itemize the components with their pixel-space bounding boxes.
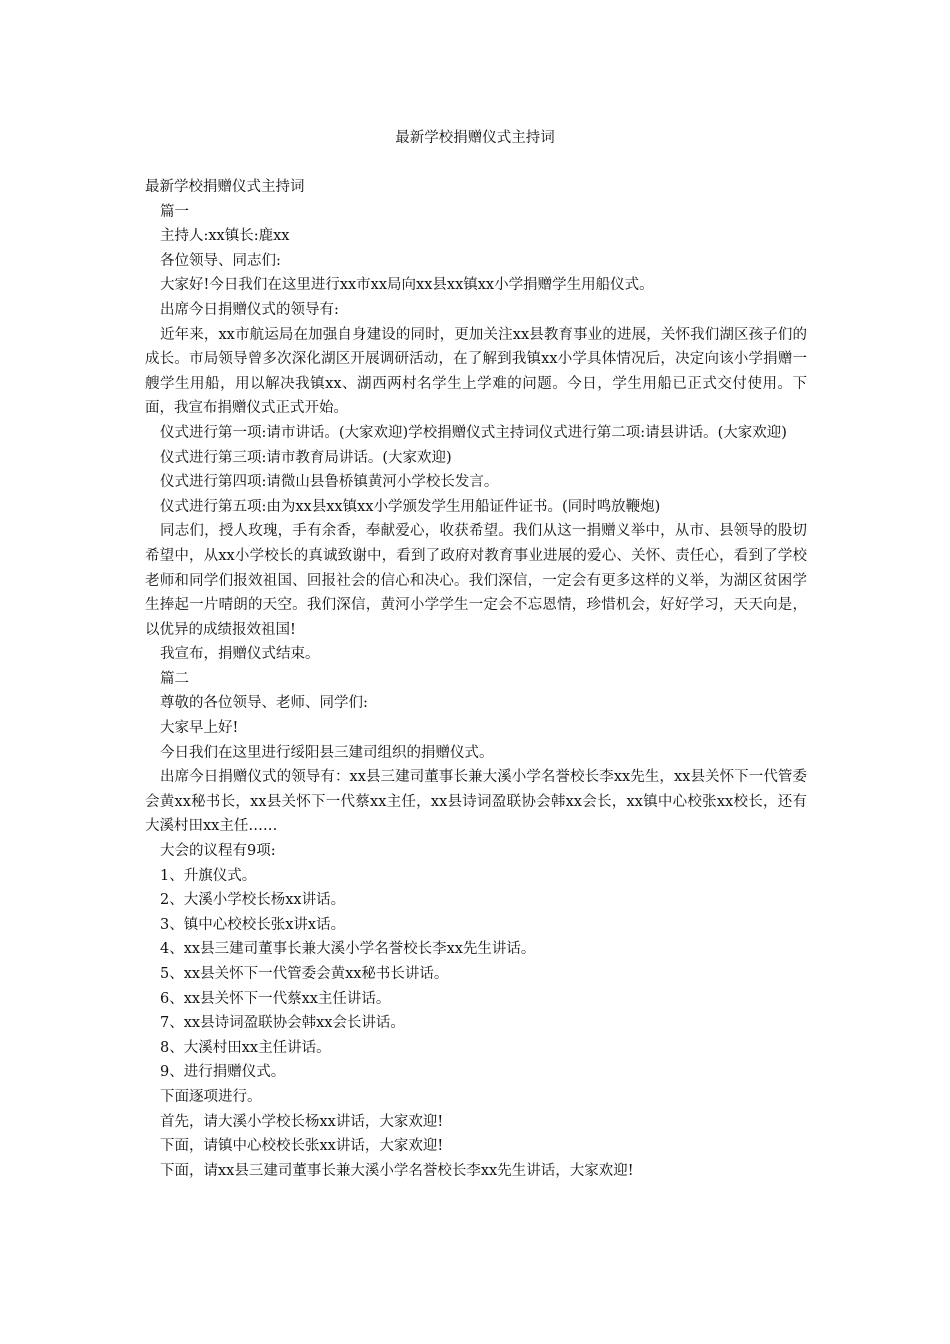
agenda-item: 1、升旗仪式。 — [160, 867, 257, 884]
agenda-item: 9、进行捐赠仪式。 — [160, 1064, 286, 1081]
paragraph: 大家早上好! — [160, 720, 239, 737]
paragraph: 大会的议程有9项: — [160, 843, 276, 860]
agenda-item: 7、xx县诗词盈联协会韩xx会长讲话。 — [160, 1015, 405, 1032]
section-label-2: 篇二 — [160, 670, 189, 687]
paragraph: 大家好!今日我们在这里进行xx市xx局向xx县xx镇xx小学捐赠学生用船仪式。 — [160, 277, 654, 294]
agenda-item: 4、xx县三建司董事长兼大溪小学名誉校长李xx先生讲话。 — [160, 941, 536, 958]
paragraph: 出席今日捐赠仪式的领导有: — [160, 301, 339, 318]
paragraph: 出席今日捐赠仪式的领导有：xx县三建司董事长兼大溪小学名誉校长李xx先生，xx县关怀下一代管委会黄xx秘书长，xx县关怀下一代蔡xx主任，xx县诗词盈联协会韩xx会长，xx镇中心校张xx校长，还有大溪村田xx主任…… — [145, 769, 807, 835]
paragraph: 仪式进行第三项:请市教育局讲话。(大家欢迎) — [160, 449, 452, 466]
paragraph: 仪式进行第一项:请市讲话。(大家欢迎)学校捐赠仪式主持词仪式进行第二项:请县讲话。(大家欢迎) — [160, 424, 787, 441]
agenda-item: 2、大溪小学校长杨xx讲话。 — [160, 892, 346, 909]
paragraph: 我宣布，捐赠仪式结束。 — [160, 646, 320, 663]
document-body — [145, 175, 807, 1183]
paragraph: 仪式进行第五项:由为xx县xx镇xx小学颁发学生用船证件证书。(同时鸣放鞭炮) — [160, 498, 661, 515]
paragraph: 下面，请xx县三建司董事长兼大溪小学名誉校长李xx先生讲话，大家欢迎! — [160, 1162, 634, 1179]
paragraph: 近年来，xx市航运局在加强自身建设的同时，更加关注xx县教育事业的进展，关怀我们湖区孩子们的成长。市局领导曾多次深化湖区开展调研活动，在了解到我镇xx小学具体情况后，决定向该小学捐赠一艘学生用船，用以解决我镇xx、湖西两村名学生上学难的问题。今日，学生用船已正式交付使用。下面，我宣布捐赠仪式正式开始。 — [145, 326, 807, 417]
paragraph: 各位领导、同志们: — [160, 252, 281, 269]
agenda-item: 6、xx县关怀下一代蔡xx主任讲话。 — [160, 990, 391, 1007]
agenda-item: 3、镇中心校校长张x讲x话。 — [160, 916, 346, 933]
document-title: 最新学校捐赠仪式主持词 — [395, 130, 555, 146]
section-label-1: 篇一 — [160, 203, 189, 220]
body-heading: 最新学校捐赠仪式主持词 — [145, 179, 305, 195]
agenda-item: 8、大溪村田xx主任讲话。 — [160, 1039, 331, 1056]
paragraph: 下面，请镇中心校校长张xx讲话，大家欢迎! — [160, 1138, 444, 1155]
agenda-item: 5、xx县关怀下一代管委会黄xx秘书长讲话。 — [160, 966, 449, 982]
paragraph: 仪式进行第四项:请微山县鲁桥镇黄河小学校长发言。 — [160, 474, 499, 491]
paragraph: 主持人:xx镇长:鹿xx — [160, 228, 290, 245]
paragraph: 首先，请大溪小学校长杨xx讲话，大家欢迎! — [160, 1113, 444, 1130]
paragraph: 尊敬的各位领导、老师、同学们: — [160, 695, 368, 712]
paragraph: 同志们，授人玫瑰，手有余香，奉献爱心，收获希望。我们从这一捐赠义举中，从市、县领导的股切希望中，从xx小学校长的真诚致谢中，看到了政府对教育事业进展的爱心、关怀、责任心，看到了学校老师和同学们报效祖国、回报社会的信心和决心。我们深信，一定会有更多这样的义举，为湖区贫困学生捧起一片晴朗的天空。我们深信，黄河小学学生一定会不忘恩情，珍惜机会，好好学习，天天向是，以优异的成绩报效祖国! — [145, 523, 807, 638]
paragraph: 下面逐项进行。 — [160, 1088, 262, 1105]
paragraph: 今日我们在这里进行绥阳县三建司组织的捐赠仪式。 — [160, 744, 494, 761]
